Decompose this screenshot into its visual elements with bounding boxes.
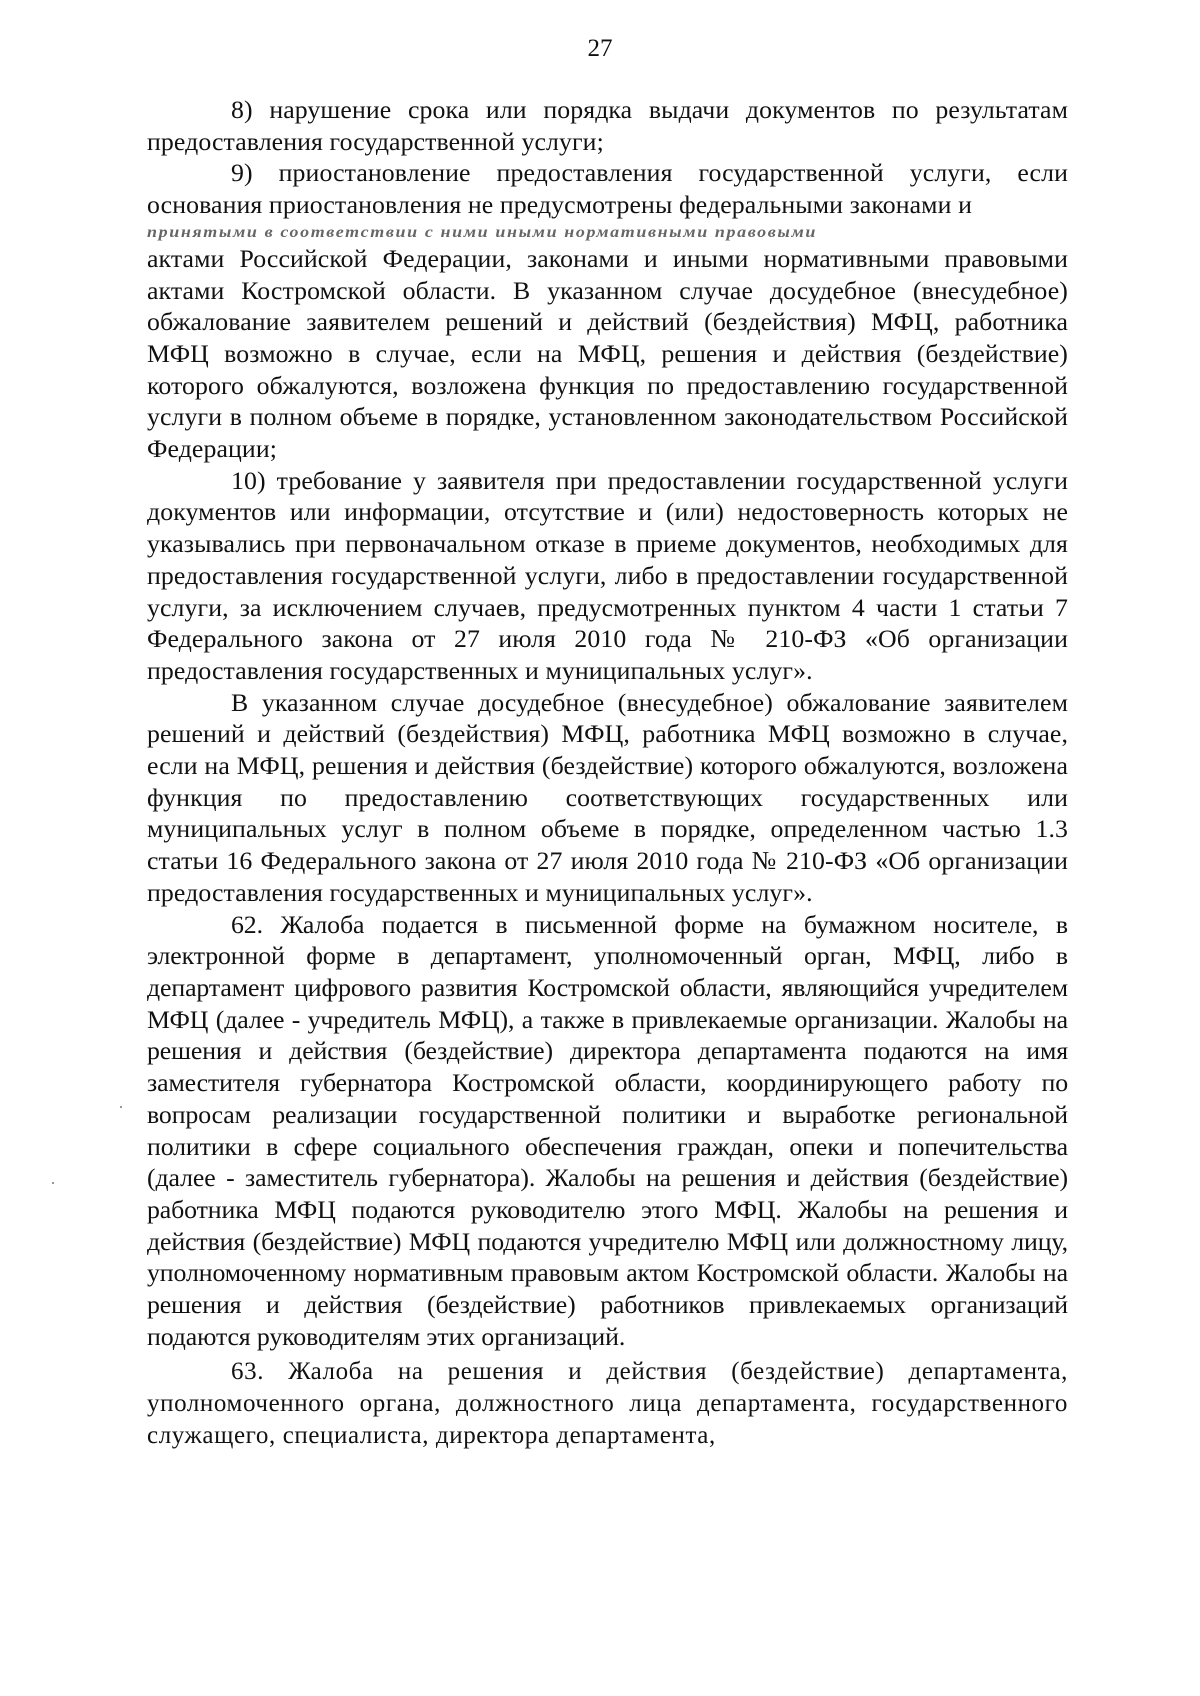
scan-speck xyxy=(120,1106,122,1108)
document-body xyxy=(147,94,1068,1452)
paragraph-item-63: 63. Жалоба на решения и действия (бездействие) департамента, уполномоченного органа, должностного лица департамента, государственного служащего, специалиста, директора департамента, xyxy=(147,1358,1068,1449)
page-number: 27 xyxy=(587,35,613,62)
scan-speck xyxy=(52,1182,54,1184)
paragraph-item-8: 8) нарушение срока или порядка выдачи документов по результатам предоставления государственной услуги; xyxy=(147,95,1068,156)
paragraph-item-9-faded-line: принятыми в соответствии с ними иными нормативными правовыми xyxy=(147,223,817,241)
paragraph-item-10: 10) требование у заявителя при предоставлении государственной услуги документов или информации, отсутствие и (или) недостоверность которых не указывались при первоначальном отказе в приеме документов, необходимых для предоставления государственной услуги, либо в предоставлении государственной услуги, за исключением случаев, предусмотренных пунктом 4 части 1 статьи 7 Федерального закона от 27 июля 2010 года № 210-ФЗ «Об организации предоставления государственных и муниципальных услуг». xyxy=(147,465,1068,685)
paragraph-item-10-note: В указанном случае досудебное (внесудебное) обжалование заявителем решений и действий (бездействия) МФЦ, работника МФЦ возможно в случае, если на МФЦ, решения и действия (бездействие) которого обжалуются, возложена функция по предоставлению соответствующих государственных или муниципальных услуг в полном объеме в порядке, определенном частью 1.3 статьи 16 Федерального закона от 27 июля 2010 года № 210-ФЗ «Об организации предоставления государственных и муниципальных услуг». xyxy=(147,687,1068,907)
paragraph-item-62: 62. Жалоба подается в письменной форме на бумажном носителе, в электронной форме в департамент, уполномоченный орган, МФЦ, либо в департамент цифрового развития Костромской области, являющийся учредителем МФЦ (далее - учредитель МФЦ), а также в привлекаемые организации. Жалобы на решения и действия (бездействие) директора департамента подаются на имя заместителя губернатора Костромской области, координирующего работу по вопросам реализации государственной политики и выработке региональной политики в сфере социального обеспечения граждан, опеки и попечительства (далее - заместитель губернатора). Жалобы на решения и действия (бездействие) работника МФЦ подаются руководителю этого МФЦ. Жалобы на решения и действия (бездействие) МФЦ подаются учредителю МФЦ или должностному лицу, уполномоченному нормативным правовым актом Костромской области. Жалобы на решения и действия (бездействие) работников привлекаемых организаций подаются руководителям этих организаций. xyxy=(147,909,1068,1351)
paragraph-item-9: 9) приостановление предоставления государственной услуги, если основания приостановления не предусмотрены федеральными законами и xyxy=(147,158,1068,220)
paragraph-item-9-continuation: актами Российской Федерации, законами и иными нормативными правовыми актами Костромской области. В указанном случае досудебное (внесудебное) обжалование заявителем решений и действий (бездействия) МФЦ, работника МФЦ возможно в случае, если на МФЦ, решения и действия (бездействие) которого обжалуются, возложена функция по предоставлению государственной услуги в полном объеме в порядке, установленном законодательством Российской Федерации; xyxy=(147,243,1068,464)
